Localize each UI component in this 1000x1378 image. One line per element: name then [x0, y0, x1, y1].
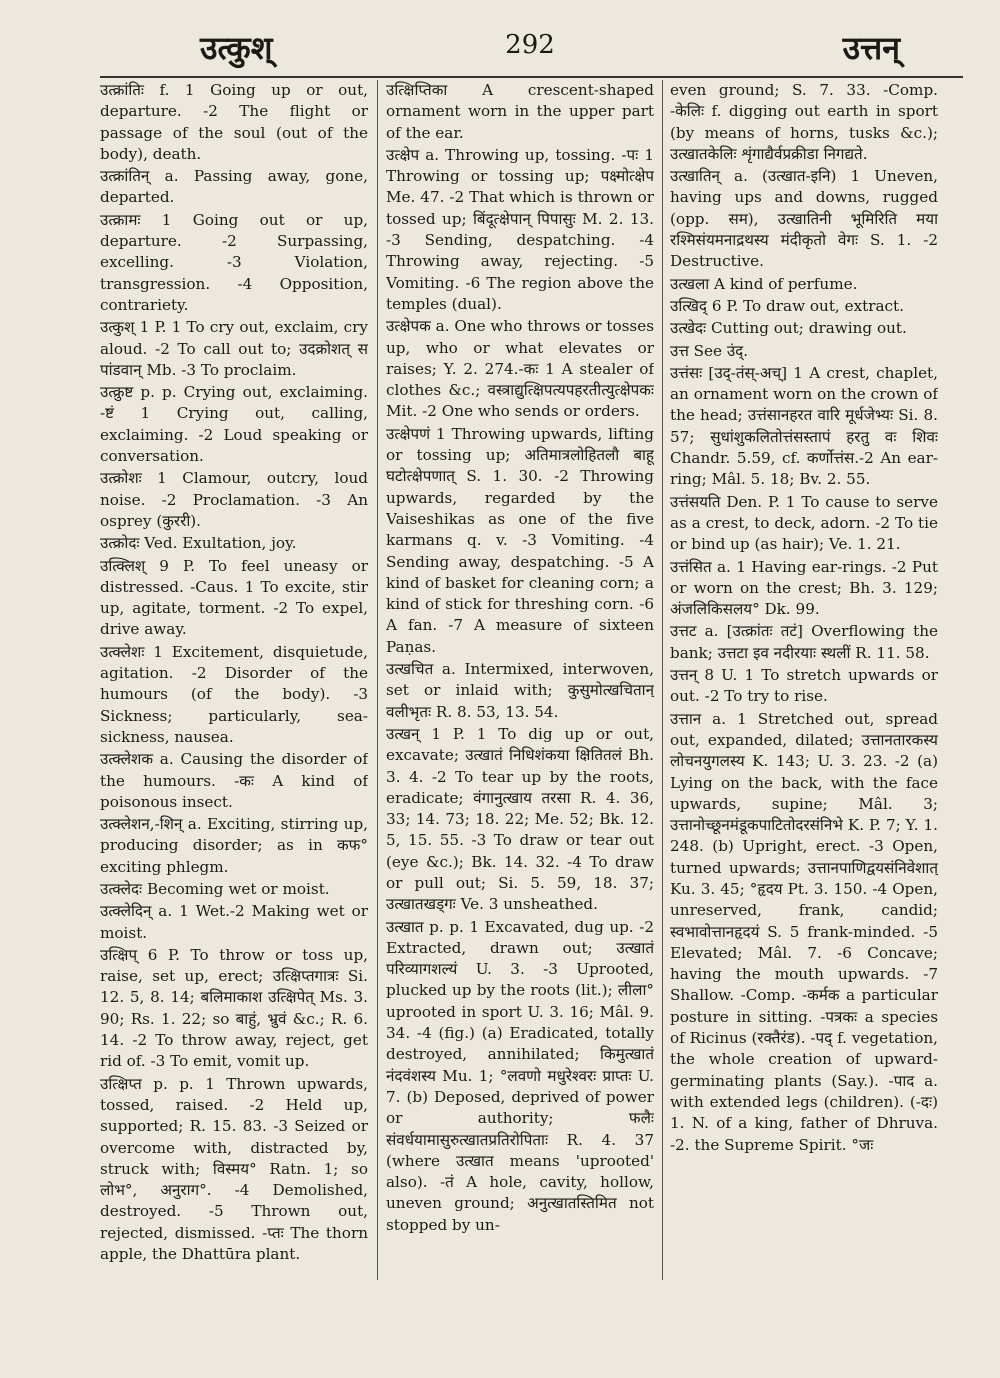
dictionary-entry: उत्क्रुष्ट p. p. Crying out, exclaiming. -ष्टं 1 Crying out, calling, exclaiming. -2 Loud speaking or conversation. — [100, 383, 368, 466]
page-header — [100, 26, 960, 72]
dictionary-entry: उत्क्रोदः Ved. Exultation, joy. — [100, 534, 297, 553]
dictionary-entry: उत्क्लेशन,-शिन् a. Exciting, stirring up, producing disorder; as in कफ° exciting phlegm. — [100, 815, 368, 876]
dictionary-entry: उत्क्षिप्त p. p. 1 Thrown upwards, tossed, raised. -2 Held up, supported; R. 15. 83. -3 Seized or overcome with, distracted by, struck with; विस्मय° Ratn. 1; so लोभ°, अनुराग°. -4 Demolished, destroyed. -5 Thrown out, rejected, dismissed. -प्तः The thorn apple, the Dhattūra plant. — [100, 1074, 368, 1264]
dictionary-entry: उत्कुश् 1 P. 1 To cry out, exclaim, cry aloud. -2 To call out to; उदक्रोशत् स पांडवान् Mb. -3 To proclaim. — [100, 318, 368, 379]
dictionary-entry: उत्क्षेपणं 1 Throwing upwards, lifting or tossing up; अतिमात्रलोहितलौ बाहू घटोत्क्षेपणात् S. 1. 30. -2 Throwing upwards, regarded by the Vaiseshikas as one of the five karmans q. v. -3 Vomiting. -4 Sending away, despatching. -5 A kind of basket for cleaning corn; a kind of stick for threshing corn. -6 A fan. -7 A measure of sixteen Paṇas. — [386, 424, 654, 656]
dictionary-entry: उत्खला A kind of perfume. — [670, 274, 858, 293]
dictionary-entry: उत्खिद् 6 P. To draw out, extract. — [670, 296, 904, 315]
dictionary-entry: उत्खातिन् a. (उत्खात-इनि) 1 Uneven, having ups and downs, rugged (opp. सम), उत्खातिनी भूमिरिति मया रश्मिसंयमनाद्रथस्य मंदीकृतो वेगः S. 1. -2 Destructive. — [670, 167, 938, 271]
column-separator — [662, 80, 663, 1280]
dictionary-entry: उत्क्षेप a. Throwing up, tossing. -पः 1 Throwing or tossing up; पक्ष्मोत्क्षेप Me. 47. -2 That which is thrown or tossed up; बिंदूत्क्षेपान् पिपासुः M. 2. 13. -3 Sending, despatching. -4 Throwing away, rejecting. -5 Vomiting. -6 The region above the temples (dual). — [386, 145, 654, 313]
dictionary-entry: उत्क्लिश् 9 P. To feel uneasy or distressed. -Caus. 1 To excite, stir up, agitate, torment. -2 To expel, drive away. — [100, 556, 368, 639]
left-running-headword: उत्कुश् — [200, 29, 273, 67]
dictionary-entry: उत्तान a. 1 Stretched out, spread out, expanded, dilated; उत्तानतारकस्य लोचनयुगलस्य K. 143; U. 3. 23. -2 (a) Lying on the back, with the face upwards, supine; Mâl. 3; उत्तानोच्छूनमंडूकपाटितोदरसंनिभे K. P. 7; Y. 1. 248. (b) Upright, erect. -3 Open, turned upwards; उत्तानपाणिद्वयसंनिवेशात् Ku. 3. 45; °हृदय Pt. 3. 150. -4 Open, unreserved, frank, candid; स्वभावोत्तानहृदयं S. 5 frank-minded. -5 Elevated; Mâl. 7. -6 Concave; having the mouth upwards. -7 Shallow. -Comp. -कर्मक a particular posture in sitting. -पत्रकः a species of Ricinus (रक्तैरंड). -पद् f. vegetation, the whole creation of upward-germinating plants (Say.). -पाद a. with extended legs (children). (-दः) 1. N. of a king, father of Dhruva. -2. the Supreme Spirit. °जः — [670, 709, 938, 1154]
dictionary-entry: उत्खेदः Cutting out; drawing out. — [670, 319, 907, 338]
column-2 — [386, 80, 654, 1290]
dictionary-entry: उत्खात p. p. 1 Excavated, dug up. -2 Extracted, drawn out; उत्खातं परिव्यागशल्यं U. 3. -3 Uprooted, plucked up by the roots (lit.); लीला° uprooted in sport U. 3. 16; Mâl. 9. 34. -4 (fig.) (a) Eradicated, totally destroyed, annihilated; किमुत्खातं नंदवंशस्य Mu. 1; °लवणो मधुरेश्वरः प्राप्तः U. 7. (b) Deposed, deprived of power or authority; फलैः संवर्धयामासुरुत्खातप्रतिरोपिताः R. 4. 37 (where उत्खात means 'uprooted' also). -तं A hole, cavity, hollow, uneven ground; अनुत्खातस्तिमित not stopped by un- — [386, 917, 654, 1234]
dictionary-entry: उत्क्षेपक a. One who throws or tosses up, who or what elevates or raises; Y. 2. 274.-कः 1 A stealer of clothes &c.; वस्त्राद्युत्क्षिपत्यपहरतीत्युत्क्षेपकः Mit. -2 One who sends or orders. — [386, 317, 654, 421]
dictionary-entry: उत्क्रांतिन् a. Passing away, gone, departed. — [100, 167, 368, 207]
column-1 — [100, 80, 368, 1290]
column-separator — [377, 80, 378, 1280]
dictionary-entry: even ground; S. 7. 33. -Comp. -केलिः f. digging out earth in sport (by means of horns, tusks &c.); उत्खातकेलिः शृंगाद्यैर्वप्रक्रीडा निगद्यते. — [670, 81, 938, 163]
dictionary-entry: उत्तंसयति Den. P. 1 To cause to serve as a crest, to deck, adorn. -2 To tie or bind up (as hair); Ve. 1. 21. — [670, 492, 938, 554]
dictionary-entry: उत्तन् 8 U. 1 To stretch upwards or out. -2 To try to rise. — [670, 666, 938, 706]
dictionary-entry: उत्क्लेशः 1 Excitement, disquietude, agitation. -2 Disorder of the humours (of the body). -3 Sickness; particularly, sea-sickness, nausea. — [100, 642, 368, 746]
dictionary-entry: उत्त See उंद्. — [670, 341, 749, 360]
page-number: 292 — [505, 30, 555, 60]
dictionary-entry: उत्खचित a. Intermixed, interwoven, set or inlaid with; कुसुमोत्खचितान् वलीभृतः R. 8. 53, 13. 54. — [386, 660, 654, 721]
dictionary-entry: उत्क्रामः 1 Going out or up, departure. -2 Surpassing, excelling. -3 Violation, transgression. -4 Opposition, contrariety. — [100, 210, 368, 314]
header-rule — [100, 76, 963, 78]
dictionary-entry: उत्क्षिप् 6 P. To throw or toss up, raise, set up, erect; उत्क्षिप्तगात्रः Si. 12. 5, 8. 14; बलिमाकाश उत्क्षिपेत् Ms. 3. 90; Rs. 1. 22; so बाहुं, भ्रुवं &c.; R. 6. 14. -2 To throw away, reject, get rid of. -3 To emit, vomit up. — [100, 945, 368, 1071]
dictionary-entry: उत्क्लेशक a. Causing the disorder of the humours. -कः A kind of poisonous insect. — [100, 750, 368, 811]
right-running-headword: उत्तन् — [842, 29, 900, 67]
dictionary-entry: उत्क्रोशः 1 Clamour, outcry, loud noise. -2 Proclamation. -3 An osprey (कुररी). — [100, 469, 368, 530]
dictionary-entry: उत्क्लेदः Becoming wet or moist. — [100, 879, 330, 898]
dictionary-entry: उत्तंसित a. 1 Having ear-rings. -2 Put or worn on the crest; Bh. 3. 129; अंजलिकिसलय° Dk. 99. — [670, 557, 938, 619]
dictionary-entry: उत्क्षिप्तिका A crescent-shaped ornament worn in the upper part of the ear. — [386, 81, 654, 142]
dictionary-entry: उत्क्लेदिन् a. 1 Wet.-2 Making wet or moist. — [100, 902, 368, 942]
column-3 — [670, 80, 938, 1290]
dictionary-entry: उत्तंसः [उद्-तंस्-अच्] 1 A crest, chaplet, an ornament worn on the crown of the head; उत्तंसानहरत वारि मूर्धजेभ्यः Si. 8. 57; सुधांशुकलितोत्तंसस्तापं हरतु वः शिवः Chandr. 5.59, cf. कर्णोत्तंस.-2 An ear-ring; Mâl. 5. 18; Bv. 2. 55. — [670, 363, 938, 489]
dictionary-entry: उत्खन् 1 P. 1 To dig up or out, excavate; उत्खातं निधिशंकया क्षितितलं Bh. 3. 4. -2 To tear up by the roots, eradicate; वंगानुत्खाय तरसा R. 4. 36, 33; 14. 73; 18. 22; Me. 52; Bk. 12. 5, 15. 55. -3 To draw or tear out (eye &c.); Bk. 14. 32. -4 To draw or pull out; Si. 5. 59, 18. 37; उत्खातखड्गः Ve. 3 unsheathed. — [386, 724, 654, 914]
dictionary-entry: उत्तट a. [उत्क्रांतः तटं] Overflowing the bank; उत्तटा इव नदीरयाः स्थलीं R. 11. 58. — [670, 622, 938, 662]
dictionary-entry: उत्क्रांतिः f. 1 Going up or out, departure. -2 The flight or passage of the soul (out of the body), death. — [100, 81, 368, 163]
